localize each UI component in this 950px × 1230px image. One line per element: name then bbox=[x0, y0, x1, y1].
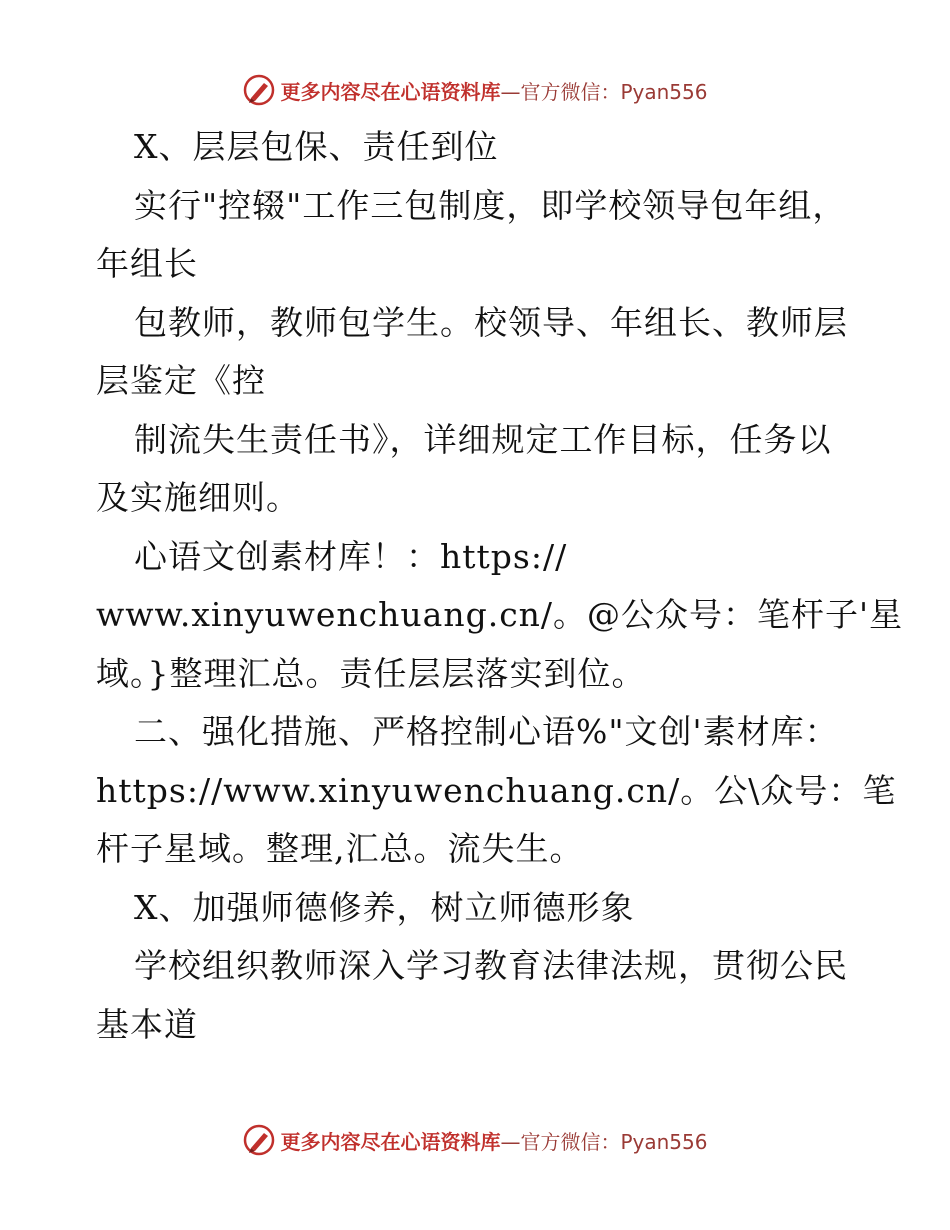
banner-wechat-text: —官方微信：Pyan556 bbox=[500, 1129, 708, 1154]
pen-logo-icon bbox=[242, 73, 276, 107]
paragraph-line: 学校组织教师深入学习教育法律法规，贯彻公民 bbox=[134, 946, 848, 985]
paragraph-line: 包教师，教师包学生。校领导、年组长、教师层 bbox=[134, 302, 848, 342]
header-banner bbox=[0, 72, 950, 108]
paragraph-line: 及实施细则。 bbox=[96, 478, 300, 517]
heading-line: 二、强化措施、严格控制心语%"文创'素材库： bbox=[134, 712, 839, 751]
banner-main-text: 更多内容尽在心语资料库 bbox=[280, 79, 501, 104]
paragraph-line: 年组长 bbox=[96, 244, 198, 283]
banner-wechat-text: —官方微信：Pyan556 bbox=[500, 79, 708, 104]
paragraph-line: https://www.xinyuwenchuang.cn/。公\众号：笔 bbox=[96, 770, 897, 810]
banner-main-text: 更多内容尽在心语资料库 bbox=[280, 1129, 501, 1154]
document-body bbox=[96, 118, 904, 1054]
paragraph-line: 制流失生责任书》，详细规定工作目标，任务以 bbox=[134, 419, 832, 459]
paragraph-line: 层鉴定《控 bbox=[96, 361, 266, 400]
heading-line: X、加强师德修养，树立师德形象 bbox=[134, 887, 635, 927]
paragraph-line: 心语文创素材库！：https:// bbox=[134, 536, 568, 576]
paragraph-line: 基本道 bbox=[96, 1004, 198, 1044]
pen-logo-icon bbox=[242, 1123, 276, 1157]
paragraph-line: 域。}整理汇总。责任层层落实到位。 bbox=[96, 653, 646, 693]
paragraph-line: 实行"控辍"工作三包制度，即学校领导包年组， bbox=[134, 185, 847, 225]
paragraph-line: 杆子星域。整理,汇总。流失生。 bbox=[96, 829, 584, 868]
footer-banner bbox=[0, 1122, 950, 1158]
heading-line: X、层层包保、责任到位 bbox=[134, 127, 499, 166]
paragraph-line: www.xinyuwenchuang.cn/。@公众号：笔杆子'星 bbox=[96, 595, 904, 634]
